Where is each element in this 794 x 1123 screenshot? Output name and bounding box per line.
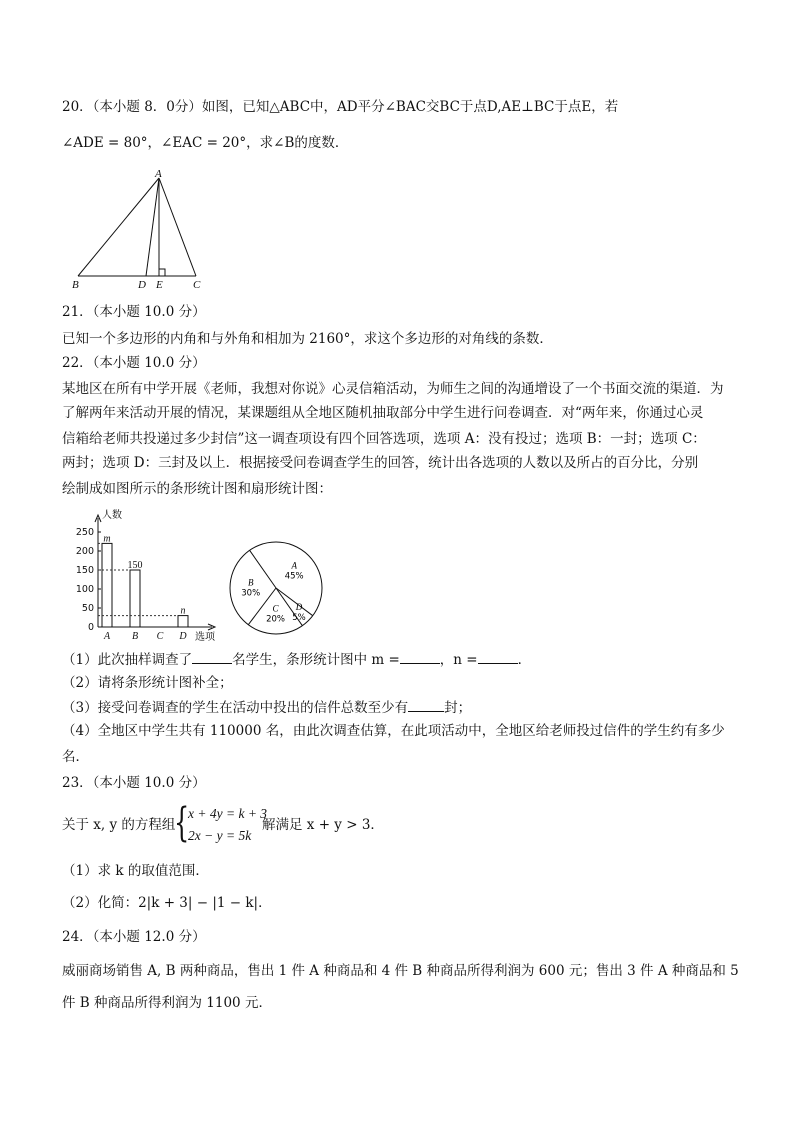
q22-sub2: （2）请将条形统计图补全； bbox=[62, 675, 233, 691]
bar-ylabel: 人数 bbox=[102, 510, 122, 521]
pie-chart bbox=[222, 538, 332, 638]
pie-label-C: C bbox=[272, 603, 279, 614]
bar-D bbox=[178, 616, 188, 627]
q24-line1: 威丽商场销售 A, B 两种商品，售出 1 件 A 种商品和 4 件 B 种商品所得利润为 600 元；售出 3 件 A 种商品和 5 bbox=[62, 963, 739, 979]
q22-sub4-line2: 名． bbox=[62, 749, 89, 765]
q24-header: 24．（本小题 12.0 分） bbox=[62, 929, 206, 945]
bar-ytick-2: 100 bbox=[75, 584, 94, 595]
bar-ytick-3: 150 bbox=[75, 565, 94, 576]
q20-line1: 20．（本小题 8．0分）如图，已知△ABC中，AD平分∠BAC交BC于点D,AE⊥BC于点E，若 bbox=[62, 99, 619, 115]
bar-value-label-B: 150 bbox=[127, 560, 143, 571]
bar-ytick-1: 50 bbox=[81, 603, 94, 614]
bar-A bbox=[102, 543, 112, 627]
pie-pct-D: 5% bbox=[292, 612, 306, 623]
q23-header: 23．（本小题 10.0 分） bbox=[62, 775, 206, 791]
bar-ytick-5: 250 bbox=[75, 527, 94, 538]
q22-para-1: 了解两年来活动开展的情况，某课题组从全地区随机抽取部分中学生进行问卷调查．对“两年来，你通过心灵 bbox=[62, 405, 704, 421]
bar-ytick-4: 200 bbox=[75, 546, 94, 557]
bar-ytick-0: 0 bbox=[87, 622, 94, 633]
q22-header: 22．（本小题 10.0 分） bbox=[62, 355, 206, 371]
q21-text: 已知一个多边形的内角和与外角和相加为 2160°，求这个多边形的对角线的条数． bbox=[62, 331, 553, 347]
label-E: E bbox=[156, 279, 163, 291]
bar-category-D: D bbox=[179, 631, 187, 642]
q20-line2: ∠ADE = 80°，∠EAC = 20°，求∠B的度数． bbox=[62, 135, 349, 151]
label-C: C bbox=[193, 279, 201, 291]
pie-pct-B: 30% bbox=[241, 588, 261, 599]
q24-line2: 件 B 种商品所得利润为 1100 元． bbox=[62, 995, 272, 1011]
q23-sub1: （1）求 k 的取值范围． bbox=[62, 863, 209, 879]
brace-icon: { bbox=[174, 800, 190, 846]
q23-tail: 解满足 x + y > 3． bbox=[262, 817, 384, 833]
q22-sub4-line1: （4）全地区中学生共有 110000 名，由此次调查估算，在此项活动中，全地区给老师投过信件的学生约有多少 bbox=[62, 723, 725, 739]
equation-1: x + 4y = k + 3 bbox=[188, 806, 268, 821]
q23-sub2: （2）化简：2|k + 3| − |1 − k|． bbox=[62, 895, 272, 911]
blank-n[interactable] bbox=[478, 650, 518, 664]
bar-value-label-A: m bbox=[103, 533, 111, 545]
triangle-figure bbox=[66, 168, 206, 292]
label-D: D bbox=[138, 279, 146, 291]
blank-letters[interactable] bbox=[408, 698, 444, 712]
q22-sub1 bbox=[62, 650, 531, 669]
bar-value-label-D: n bbox=[180, 605, 186, 617]
equation-2: 2x − y = 5k bbox=[188, 828, 252, 843]
blank-m[interactable] bbox=[400, 650, 440, 664]
q22-sub1-b: 名学生，条形统计图中 m = bbox=[232, 652, 400, 668]
q22-sub1-c: ，n = bbox=[439, 652, 478, 668]
pie-pct-A: 45% bbox=[284, 571, 304, 582]
q23-intro: 关于 x, y 的方程组 bbox=[62, 817, 176, 833]
bar-chart bbox=[62, 506, 232, 642]
bar-xlabel: 选项 bbox=[195, 632, 215, 642]
pie-label-A: A bbox=[291, 560, 297, 571]
blank-total[interactable] bbox=[192, 650, 232, 664]
q22-sub3 bbox=[62, 698, 471, 717]
pie-pct-C: 20% bbox=[266, 614, 286, 625]
q22-para-0: 某地区在所有中学开展《老师，我想对你说》心灵信箱活动，为师生之间的沟通增设了一个书面交流的渠道．为 bbox=[62, 381, 724, 397]
q22-sub3-a: （3）接受问卷调查的学生在活动中投出的信件总数至少有 bbox=[62, 700, 409, 716]
q22-sub1-a: （1）此次抽样调查了 bbox=[62, 652, 193, 668]
q22-para-4: 绘制成如图所示的条形统计图和扇形统计图： bbox=[62, 481, 332, 497]
q22-para-3: 两封；选项 D：三封及以上．根据接受问卷调查学生的回答，统计出各选项的人数以及所占的百分比，分别 bbox=[62, 455, 699, 471]
bar-B bbox=[130, 570, 140, 627]
q22-para-2: 信箱给老师共投递过多少封信”这一调查项设有四个回答选项，选项 A：没有投过；选项 B：一封；选项 C： bbox=[62, 431, 706, 447]
q21-header: 21．（本小题 10.0 分） bbox=[62, 304, 206, 320]
bar-category-B: B bbox=[131, 631, 139, 642]
pie-label-D: D bbox=[295, 601, 303, 612]
bar-category-C: C bbox=[156, 631, 164, 642]
q22-sub1-d: ． bbox=[517, 652, 532, 668]
label-A: A bbox=[155, 168, 162, 180]
q22-sub3-b: 封； bbox=[444, 700, 472, 716]
bar-category-A: A bbox=[103, 631, 111, 642]
pie-label-B: B bbox=[247, 577, 254, 588]
label-B: B bbox=[72, 279, 79, 291]
